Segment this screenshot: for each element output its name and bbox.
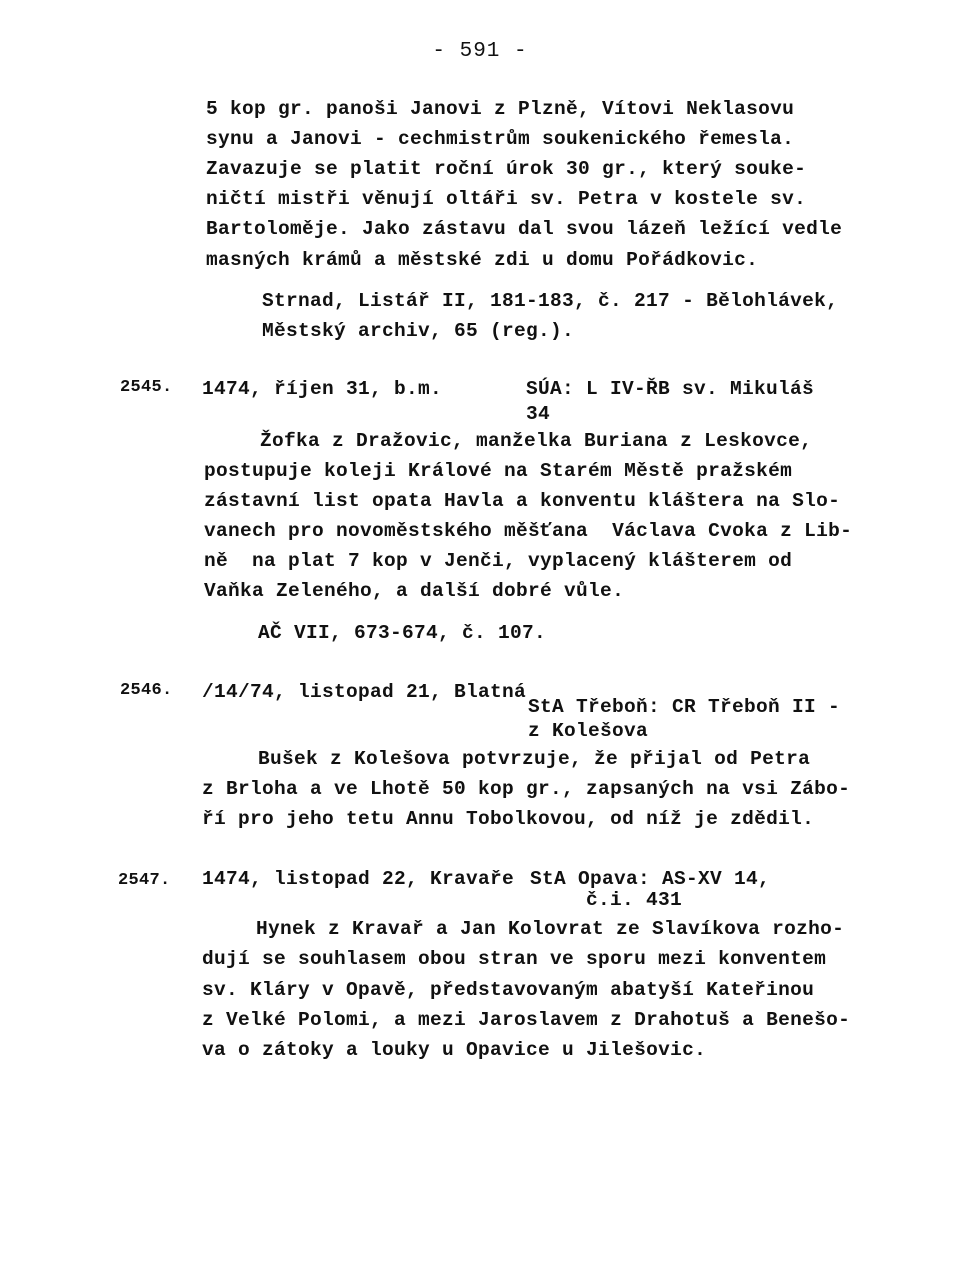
entry-source: SÚA: L IV-ŘB sv. Mikuláš (526, 378, 815, 400)
entry-number: 2545. (120, 378, 173, 397)
text-line: Zavazuje se platit roční úrok 30 gr., který souke- (206, 158, 807, 180)
entry-source: č.i. 431 (586, 889, 683, 911)
entry-citation: AČ VII, 673-674, č. 107. (258, 622, 547, 644)
text-line: 5 kop gr. panoši Janovi z Plzně, Vítovi Neklasovu (206, 98, 795, 120)
text-line: Bušek z Kolešova potvrzuje, že přijal od Petra (258, 748, 811, 770)
text-line: Žofka z Dražovic, manželka Buriana z Leskovce, (260, 430, 813, 452)
text-line: masných krámů a městské zdi u domu Pořádkovic. (206, 249, 759, 271)
text-line: sv. Kláry v Opavě, představovaným abatyší Kateřinou (202, 979, 815, 1001)
entry-source: StA Opava: AS-XV 14, (530, 868, 771, 890)
entry-date-place: 1474, říjen 31, b.m. (202, 378, 443, 400)
entry-number: 2547. (118, 871, 171, 890)
page-number: - 591 - (432, 40, 528, 63)
text-line: z Brloha a ve Lhotě 50 kop gr., zapsaných na vsi Zábo- (202, 778, 851, 800)
entry-source: 34 (526, 403, 551, 425)
text-line: zástavní list opata Havla a konventu kláštera na Slo- (204, 490, 841, 512)
text-line: va o zátoky a louky u Opavice u Jilešovic. (202, 1039, 707, 1061)
text-line: ničtí mistři věnují oltáři sv. Petra v kostele sv. (206, 188, 807, 210)
entry-date-place: 1474, listopad 22, Kravaře (202, 868, 515, 890)
citation-line: Městský archiv, 65 (reg.). (262, 320, 575, 342)
text-line: postupuje koleji Králové na Starém Městě pražském (204, 460, 793, 482)
text-line: ně na plat 7 kop v Jenči, vyplacený klášterem od (204, 550, 793, 572)
text-line: Vaňka Zeleného, a další dobré vůle. (204, 580, 625, 602)
text-line: synu a Janovi - cechmistrům soukenického řemesla. (206, 128, 795, 150)
text-line: z Velké Polomi, a mezi Jaroslavem z Drahotuš a Benešo- (202, 1009, 851, 1031)
text-line: Hynek z Kravař a Jan Kolovrat ze Slavíkova rozho- (256, 918, 845, 940)
citation-line: Strnad, Listář II, 181-183, č. 217 - Bělohlávek, (262, 290, 839, 312)
text-line: ří pro jeho tetu Annu Tobolkovou, od níž je zdědil. (202, 808, 815, 830)
text-line: Bartoloměje. Jako zástavu dal svou lázeň ležící vedle (206, 218, 843, 240)
entry-number: 2546. (120, 681, 173, 700)
entry-date-place: /14/74, listopad 21, Blatná (202, 681, 527, 703)
entry-source: z Kolešova (528, 720, 649, 742)
text-line: dují se souhlasem obou stran ve sporu mezi konventem (202, 948, 827, 970)
text-line: vanech pro novoměstského měšťana Václava Cvoka z Lib- (204, 520, 853, 542)
entry-source: StA Třeboň: CR Třeboň II - (528, 696, 841, 718)
